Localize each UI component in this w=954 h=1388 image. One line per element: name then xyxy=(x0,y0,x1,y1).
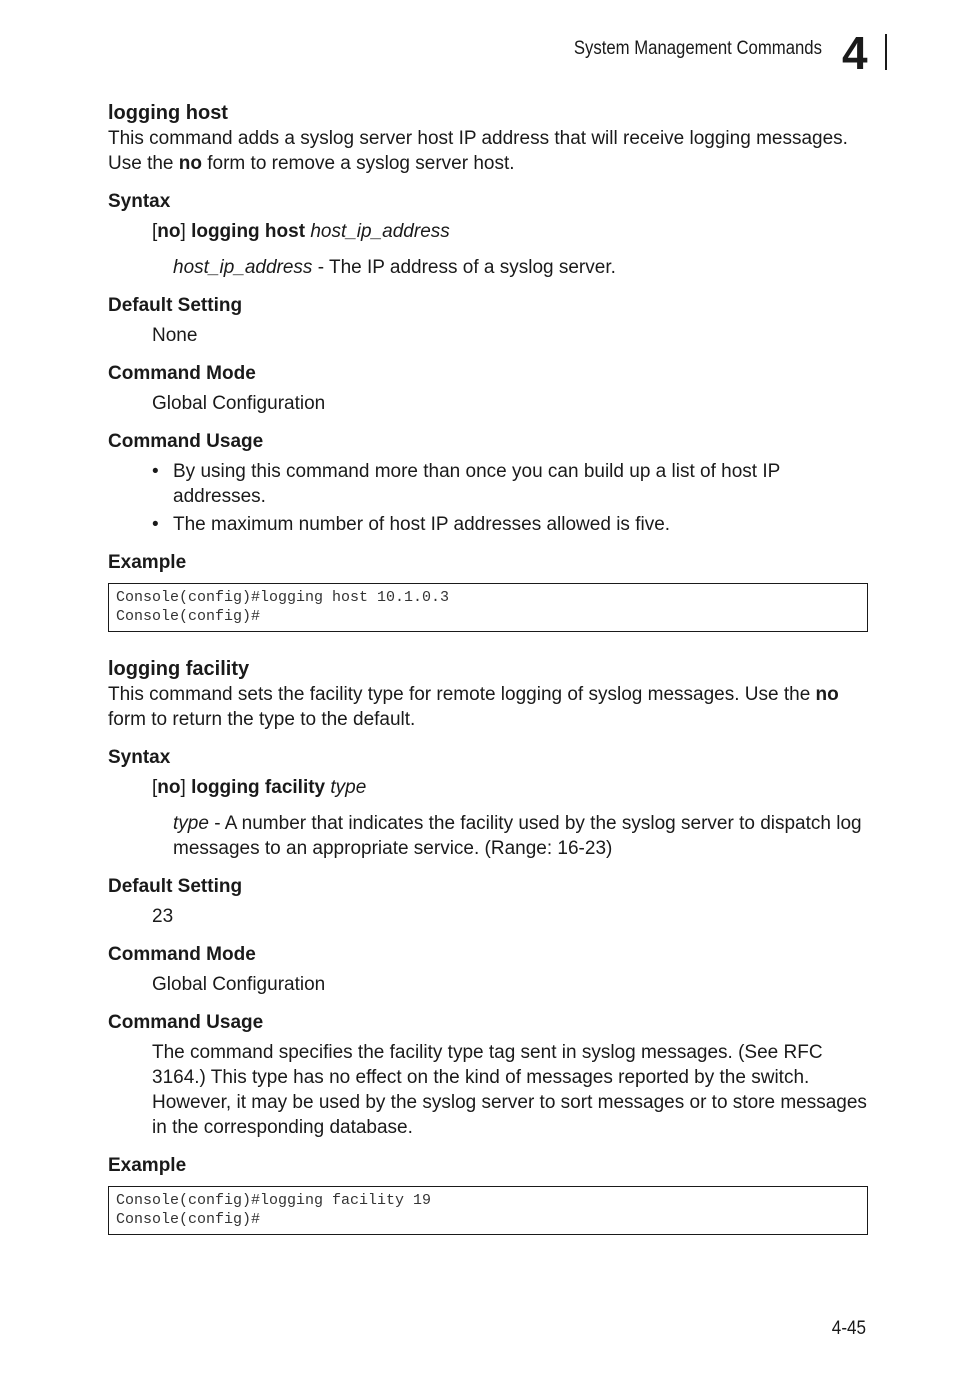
command-mode-label: Command Mode xyxy=(108,944,256,965)
chapter-number: 4 xyxy=(842,27,867,79)
command-mode-value: Global Configuration xyxy=(152,974,326,995)
command-title: logging host xyxy=(108,102,228,124)
default-setting-label: Default Setting xyxy=(108,295,243,316)
page-content xyxy=(108,100,868,1235)
code-line: Console(config)# xyxy=(116,608,261,625)
page-number: 4-45 xyxy=(831,1318,866,1339)
parameter-description: type - A number that indicates the facility used by the syslog server to dispatch log messages to an appropriate service. (Range: 16-23) xyxy=(173,813,862,859)
example-code-block xyxy=(108,583,868,632)
default-setting-value: 23 xyxy=(152,906,174,927)
usage-text: The command specifies the facility type tag sent in syslog messages. (See RFC 3164.) This type has no effect on the kind of messages reported by the switch. However, it may be used by the syslog server to sort messages or to store messages in the corresponding database. xyxy=(152,1042,867,1138)
list-item: • By using this command more than once you can build up a list of host IP addresses. xyxy=(152,461,780,507)
command-mode-label: Command Mode xyxy=(108,363,256,384)
code-line: Console(config)# xyxy=(116,1211,261,1228)
default-setting-label: Default Setting xyxy=(108,876,243,897)
code-line: Console(config)#logging facility 19 xyxy=(116,1192,432,1209)
command-usage-label: Command Usage xyxy=(108,1012,264,1033)
command-description: This command sets the facility type for remote logging of syslog messages. Use the no form to return the type to the default. xyxy=(108,684,839,730)
syntax-line: [no] logging facility type xyxy=(152,777,367,798)
default-setting-value: None xyxy=(152,325,198,346)
code-line: Console(config)#logging host 10.1.0.3 xyxy=(116,589,450,606)
command-mode-value: Global Configuration xyxy=(152,393,326,414)
command-description: This command adds a syslog server host IP address that will receive logging messages. Use the no form to remove a syslog server host. xyxy=(108,128,848,174)
command-logging-host xyxy=(108,100,868,632)
command-usage-label: Command Usage xyxy=(108,431,264,452)
example-label: Example xyxy=(108,552,187,573)
usage-bullet-list xyxy=(108,459,868,537)
syntax-label: Syntax xyxy=(108,191,171,212)
example-code-block xyxy=(108,1186,868,1235)
example-label: Example xyxy=(108,1155,187,1176)
chapter-divider xyxy=(885,34,887,70)
command-title: logging facility xyxy=(108,658,250,680)
command-logging-facility xyxy=(108,656,868,1235)
header-section-title: System Management Commands xyxy=(573,38,822,59)
syntax-label: Syntax xyxy=(108,747,171,768)
parameter-description: host_ip_address - The IP address of a syslog server. xyxy=(173,257,616,278)
syntax-line: [no] logging host host_ip_address xyxy=(152,221,450,242)
list-item: • The maximum number of host IP addresses allowed is five. xyxy=(152,514,671,535)
